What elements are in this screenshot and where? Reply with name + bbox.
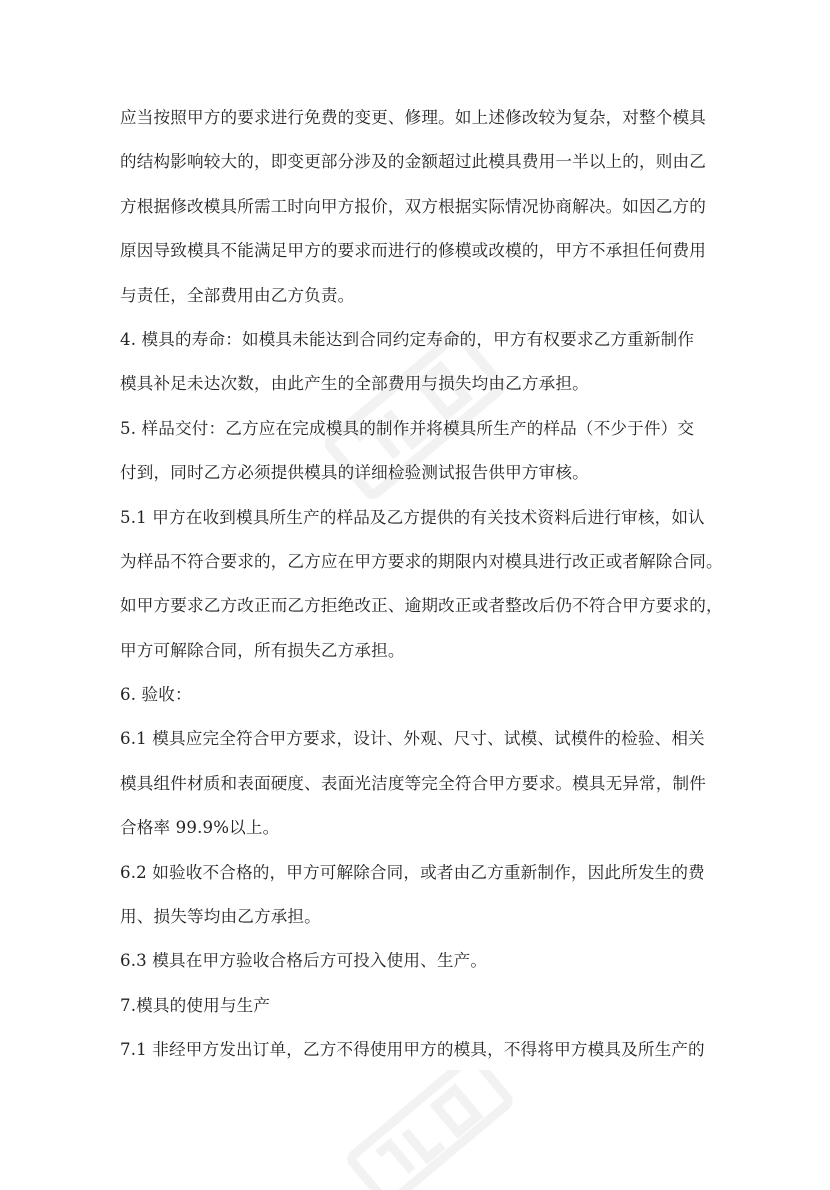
text-line: 原因导致模具不能满足甲方的要求而进行的修模或改模的，甲方不承担任何费用 xyxy=(120,241,707,261)
text-line: 应当按照甲方的要求进行免费的变更、修理。如上述修改较为复杂，对整个模具 xyxy=(120,108,707,127)
document-body xyxy=(120,103,723,1080)
text-line: 的结构影响较大的，即变更部分涉及的金额超过此模具费用一半以上的，则由乙 xyxy=(120,152,707,172)
text-line: 甲方可解除合同，所有损失乙方承担。 xyxy=(120,640,405,660)
text-line: 6.2 如验收不合格的，甲方可解除合同，或者由乙方重新制作，因此所发生的费 xyxy=(120,862,705,882)
text-line: 5. 样品交付：乙方应在完成模具的制作并将模具所生产的样品（不少于件）交 xyxy=(120,418,695,438)
text-line: 为样品不符合要求的，乙方应在甲方要求的期限内对模具进行改正或者解除合同。 xyxy=(120,551,723,571)
text-line: 6.1 模具应完全符合甲方要求，设计、外观、尺寸、试模、试模件的检验、相关 xyxy=(120,729,705,749)
text-line: 模具补足未达次数，由此产生的全部费用与损失均由乙方承担。 xyxy=(120,374,589,394)
text-line: 6. 验收： xyxy=(120,685,192,705)
watermark-logo-icon xyxy=(330,1070,530,1190)
text-line: 7.模具的使用与生产 xyxy=(120,995,271,1015)
text-line: 合格率 99.9%以上。 xyxy=(120,818,280,838)
text-line: 7.1 非经甲方发出订单，乙方不得使用甲方的模具，不得将甲方模具及所生产的 xyxy=(120,1040,705,1060)
text-line: 付到，同时乙方必须提供模具的详细检验测试报告供甲方审核。 xyxy=(120,463,589,483)
text-line: 用、损失等均由乙方承担。 xyxy=(120,907,321,927)
text-line: 方根据修改模具所需工时向甲方报价，双方根据实际情况协商解决。如因乙方的 xyxy=(120,196,707,216)
text-line: 模具组件材质和表面硬度、表面光洁度等完全符合甲方要求。模具无异常，制件 xyxy=(120,773,707,793)
text-line: 6.3 模具在甲方验收合格后方可投入使用、生产。 xyxy=(120,951,488,971)
text-line: 4. 模具的寿命：如模具未能达到合同约定寿命的，甲方有权要求乙方重新制作 xyxy=(120,329,695,349)
text-line: 与责任，全部费用由乙方负责。 xyxy=(120,285,355,305)
text-line: 5.1 甲方在收到模具所生产的样品及乙方提供的有关技术资料后进行审核，如认 xyxy=(120,507,705,527)
text-line: 如甲方要求乙方改正而乙方拒绝改正、逾期改正或者整改后仍不符合甲方要求的， xyxy=(120,596,723,616)
